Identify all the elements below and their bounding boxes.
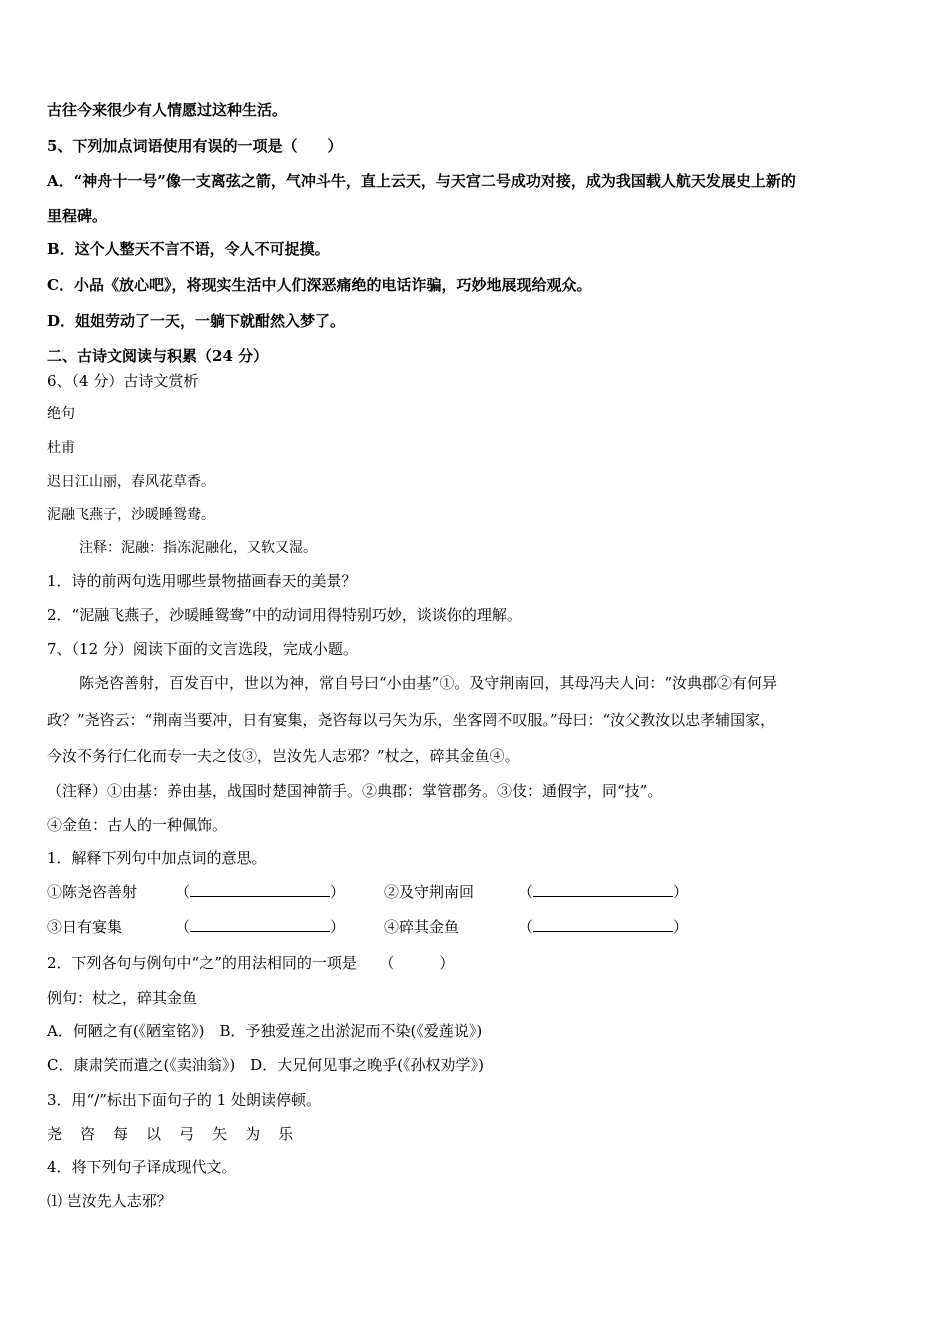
passage-line-3: 今汝不务行仁化而专一夫之伎③，岂汝先人志邪？”杖之，碎其金鱼④。	[47, 747, 520, 765]
blank-line	[190, 882, 330, 897]
pause-char: 弓	[179, 1125, 195, 1143]
paren-open: （	[518, 918, 534, 936]
item-label: ③日有宴集	[47, 918, 123, 936]
passage-line-1: 陈尧咨善射，百发百中，世以为神，常自号曰“小由基”①。及守荆南回，其母冯夫人问：“汝典郡②有何异	[79, 674, 778, 692]
question-7-4-1: ⑴ 岂汝先人志邪？	[47, 1192, 172, 1210]
paren-close: ）	[673, 918, 689, 936]
paren-open: （	[518, 883, 534, 901]
item-label: ①陈尧咨善射	[47, 883, 138, 901]
pause-char: 咨	[80, 1125, 96, 1143]
text-line: 古往今来很少有人情愿过这种生活。	[47, 101, 288, 119]
paren-open: （	[175, 883, 191, 901]
question-6: 6、（4 分）古诗文赏析	[47, 372, 199, 390]
poem-note: 注释：泥融：指冻泥融化，又软又湿。	[79, 540, 317, 556]
question-5: 5、下列加点词语使用有误的一项是（ ）	[47, 137, 343, 155]
options-a-b: A．何陋之有(《陋室铭》) B．予独爱莲之出淤泥而不染(《爱莲说》)	[47, 1022, 483, 1040]
example-sentence: 例句：杖之，碎其金鱼	[47, 989, 198, 1007]
blank-line	[533, 882, 673, 897]
question-7-1: 1．解释下列句中加点词的意思。	[47, 849, 267, 867]
poem-author: 杜甫	[47, 440, 75, 456]
pause-char: 为	[245, 1125, 261, 1143]
paren-close: ）	[330, 918, 346, 936]
pause-char: 以	[146, 1125, 162, 1143]
option-a-line1: A．“神舟十一号”像一支离弦之箭，气冲斗牛，直上云天，与天宫二号成功对接，成为我国载人航天发展史上新的	[47, 172, 796, 190]
answer-blank-4[interactable]	[518, 917, 688, 937]
pause-sentence	[47, 1124, 311, 1144]
paren-open: （	[175, 918, 191, 936]
notes-line-2: ④金鱼：古人的一种佩饰。	[47, 816, 228, 834]
option-a-line2: 里程碑。	[47, 207, 108, 225]
paren-close: ）	[330, 883, 346, 901]
pause-char: 每	[113, 1125, 129, 1143]
blank-item-2	[384, 882, 474, 902]
blank-item-1	[47, 882, 137, 902]
passage-line-2: 政？”尧咨云：“荆南当要冲，日有宴集，尧咨每以弓矢为乐，坐客罔不叹服。”母曰：“汝父教汝以忠孝辅国家，	[47, 711, 776, 729]
pause-char: 乐	[278, 1125, 294, 1143]
option-d: D．姐姐劳动了一天，一躺下就酣然入梦了。	[47, 312, 346, 330]
poem-line-2: 泥融飞燕子，沙暖睡鸳鸯。	[47, 507, 215, 523]
poem-line-1: 迟日江山丽，春风花草香。	[47, 474, 215, 490]
blank-line	[533, 917, 673, 932]
item-label: ④碎其金鱼	[384, 918, 460, 936]
paren-close: ）	[673, 883, 689, 901]
answer-blank-1[interactable]	[175, 882, 345, 902]
options-c-d: C．康肃笑而遣之(《卖油翁》) D．大兄何见事之晚乎(《孙权劝学》)	[47, 1056, 484, 1074]
item-label: ②及守荆南回	[384, 883, 475, 901]
question-6-2: 2．“泥融飞燕子，沙暖睡鸳鸯”中的动词用得特别巧妙，谈谈你的理解。	[47, 606, 522, 624]
blank-line	[190, 917, 330, 932]
option-c: C．小品《放心吧》，将现实生活中人们深恶痛绝的电话诈骗，巧妙地展现给观众。	[47, 276, 592, 294]
notes-line-1: （注释）①由基：养由基，战国时楚国神箭手。②典郡：掌管郡务。③伎：通假字，同“技”。	[47, 782, 663, 800]
question-6-1: 1．诗的前两句选用哪些景物描画春天的美景？	[47, 572, 357, 590]
option-b: B．这个人整天不言不语，令人不可捉摸。	[47, 240, 330, 258]
answer-blank-3[interactable]	[175, 917, 345, 937]
pause-char: 矢	[212, 1125, 228, 1143]
question-7: 7、（12 分）阅读下面的文言选段，完成小题。	[47, 640, 358, 658]
section-2-heading: 二、古诗文阅读与积累（24 分）	[47, 347, 269, 365]
answer-blank-2[interactable]	[518, 882, 688, 902]
question-7-4: 4．将下列句子译成现代文。	[47, 1158, 237, 1176]
blank-item-4	[384, 917, 459, 937]
poem-title: 绝句	[47, 406, 75, 422]
question-7-2: 2．下列各句与例句中“之”的用法相同的一项是 （ ）	[47, 954, 455, 972]
pause-char: 尧	[47, 1125, 63, 1143]
question-7-3: 3．用“/”标出下面句子的 1 处朗读停顿。	[47, 1091, 322, 1109]
blank-item-3	[47, 917, 122, 937]
